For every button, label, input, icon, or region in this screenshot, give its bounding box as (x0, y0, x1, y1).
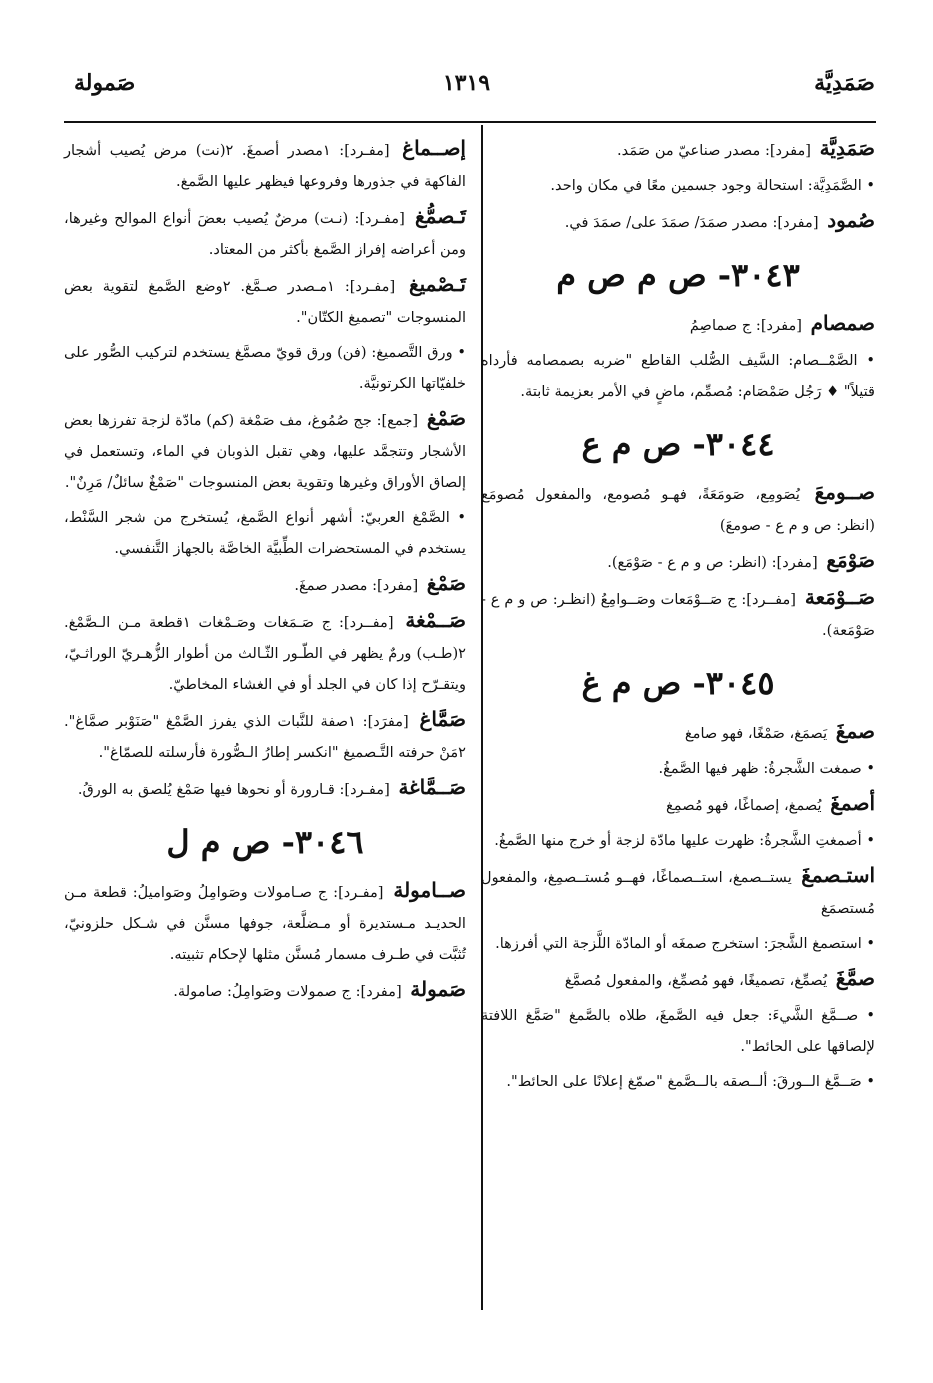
headword: صمَّغَ (835, 966, 875, 990)
definition-text: [مفـرد]: قـارورة أو نحوها فيها صَمْغ يُلصق به الورقُ. (77, 781, 390, 798)
headword: صمغَ (835, 719, 875, 743)
dictionary-entry (64, 605, 466, 700)
dictionary-entry (64, 974, 466, 1007)
definition-text: [مفرد]: مصدر صمَدَ/ صمَدَ على/ صمَدَ في. (564, 214, 819, 231)
dictionary-entry (481, 205, 875, 238)
dictionary-entry (64, 201, 466, 265)
definition-text: يستــصمغ، استــصماغًا، فهــو مُستــصمِغ، والمفعول مُستصمَغ (481, 869, 875, 917)
dictionary-entry (481, 716, 875, 749)
sub-entry: • استصمغ الشَّجرَ: استخرج صمغَه أو المادّة اللَّزجة التي أفرزها. (481, 928, 875, 959)
dictionary-entry (64, 772, 466, 805)
dictionary-entry (481, 860, 875, 924)
headword: استـصمغَ (801, 863, 876, 887)
page-number: ١٣١٩ (442, 70, 491, 96)
right-column (481, 133, 875, 1101)
dictionary-entry (481, 963, 875, 996)
definition-text: [مفـرد]: (نـت) مرضٌ يُصيب بعضَ أنواع الموالح وغيرها، ومن أعراضه إفراز الصَّمغ بأكثر من المعتاد. (64, 210, 466, 258)
headword: صَمْغ (426, 571, 466, 595)
headword: صَــمْغة (405, 608, 467, 632)
sub-entry: • صَــمَّغ الــورقَ: ألــصقه بالــصَّمغ "صمّغ إعلانًا على الحائط". (481, 1066, 875, 1097)
definition-text: [مفرد]: (انظر: ص و م ع - صَوْمَع). (607, 554, 818, 571)
sub-entry: • الصَّمَدِيَّة: استحالة وجود جسمين معًا في مكان واحد. (481, 170, 875, 201)
definition-text: يَصمَغ، صَمْغًا، فهو صامغ (684, 725, 828, 742)
headword: صَــمَّاغة (398, 775, 466, 799)
sub-entry: • صــمَّغ الشَّيءَ: جعل فيه الصَّمغَ، طلاه بالصَّمغ "صَمَّغ اللافتة لإلصاقها على الحائط". (481, 1000, 875, 1062)
dictionary-entry (481, 133, 875, 166)
definition-text: [مفـرد]: ١مـصدر صـمَّغ. ٢وضع الصَّمغ لتقوية بعض المنسوجات "تصميغ الكتّان". (64, 278, 466, 326)
dictionary-entry (481, 582, 875, 646)
sub-entry: • الصَّمْغ العربيّ: أشهر أنواع الصَّمغ، يُستخرج من شجر السَّنْط، يستخدم في المستحضرات الطِّبيَّة الخاصَّة بالجهاز التَّنفسي. (64, 502, 466, 564)
definition-text: [مفـرد]: ج صـامولات وصَوامِلُ وصَواميلُ: قطعة مـن الحديـد مـستديرة أو مـضلَّعة، جوفها مسنَّن في شـكل حلزونيّ، تُثبَّت في طـرف مسمار مُسنَّن مثلها لإحكام تثبيته. (64, 884, 466, 963)
root-heading: ٣٠٤٣- ص م ص م (556, 256, 800, 294)
definition-text: يُصمغ، إصماغًا، فهو مُصمِغ (666, 797, 822, 814)
definition-text: [مفرد]: ج صمولات وصَوامِلُ: صامولة. (173, 983, 402, 1000)
sub-entry: • أصمغتِ الشَّجرةُ: ظهرت عليها مادّة لزجة أو خرج منها الصَّمغُ. (481, 825, 875, 856)
definition-text: [مفرد]: مصدر صمغَ. (294, 577, 419, 594)
dictionary-entry (481, 308, 875, 341)
dictionary-entry (64, 704, 466, 768)
headword: أصمغَ (830, 791, 875, 815)
definition-text: [جمع]: جج صُمُوغ، مف صَمْغة (كم) مادّة لزجة تفرزها بعض الأشجار وتتجمَّد عليها، وهي تقبل الذوبان في الماء، وتستعمل في إلصاق الأوراق وغيرها وتقوية بعض المنسوجات "صَمْغٌ سائلٌ/ مَرِنٌ". (64, 412, 466, 491)
headword: صَمْغ (426, 406, 467, 430)
definition-text: [مفــرد]: ج صَــوْمَعات وصَــوامِعُ (انظـر: ص و م ع - صَوْمَعة). (481, 591, 875, 639)
definition-text: [مفرد]: ج صماصِمُ (689, 317, 802, 334)
dictionary-entry (481, 477, 875, 541)
dictionary-entry (64, 133, 466, 197)
headword: صمصام (810, 311, 875, 335)
sub-entry: • صمغت الشَّجرةُ: ظهر فيها الصَّمغُ. (481, 753, 875, 784)
dictionary-entry (64, 875, 466, 970)
definition-text: يُصمِّغ، تصميغًا، فهو مُصمِّغ، والمفعول مُصمَّغ (564, 972, 828, 989)
root-heading: ٣٠٤٤- ص م ع (581, 425, 775, 463)
headword: صــامولة (393, 878, 467, 902)
root-heading: ٣٠٤٥- ص م غ (581, 664, 775, 702)
headword: صــومعَ (814, 480, 876, 504)
definition-text: [مفرد]: مصدر صناعيّ من صَمَد. (617, 142, 812, 159)
headword: صَوْمَع (826, 548, 875, 572)
header-guide-word-left: صَمولة (74, 70, 136, 96)
header-guide-word-right: صَمَدِيَّة (814, 70, 875, 96)
sub-entry: • ورق التَّصميغ: (فن) ورق قويّ مصمَّغ يستخدم لتركيب الصُّور على خلفيّاتها الكرتونيَّة. (64, 337, 466, 399)
headword: صَمولة (410, 977, 466, 1001)
headword: إصــماغ (402, 136, 466, 160)
definition-text: [مفرَد]: ١صفة للنَّبات الذي يفرز الصَّمْغ "صَنَوْبر صمَّاغ". ٢مَنْ حرفته التَّـصميغ "انكسر إطارُ الـصُّورة فأرسلته للصمّاغ". (64, 713, 466, 761)
dictionary-entry (64, 269, 466, 333)
headword: صَمَّاغ (419, 707, 467, 731)
left-column (64, 133, 466, 1011)
definition-text: [مفــرد]: ج صَـمَغات وصَـمْغات ١قطعة مـن الـصَّمْغ. ٢(طـب) ورمٌ يظهر في الطّـور الثّـالث من أطوار الزُّهـريّ الوراثـيّ، ويتقـرّح إذا كان في الجلد أو في الغشاء المخاطيّ. (64, 614, 466, 693)
headword: صَــوْمَعة (804, 585, 875, 609)
dictionary-entry (481, 545, 875, 578)
headword: صُمود (827, 208, 875, 232)
root-heading: ٣٠٤٦- ص م ل (166, 823, 364, 861)
sub-entry: • الصَّمْــصام: السَّيف الصُّلب القاطع "ضربه بصمصامه فأرداه قتيلاً" ♦ رَجُل صَمْصَام: مُصمِّم، ماضٍ في الأمر بعزيمة ثابتة. (481, 345, 875, 407)
dictionary-entry (64, 568, 466, 601)
dictionary-entry (64, 403, 466, 498)
headword: صَمَدِيَّة (819, 136, 875, 160)
headword: تَـصْميغ (408, 272, 466, 296)
header-rule (64, 121, 876, 123)
dictionary-entry (481, 788, 875, 821)
definition-text: [مفـرد]: ١مصدر أصمغَ. ٢(نت) مرض يُصيب أشجار الفاكهة في جذورها وفروعها فيظهر عليها الصَّمغ. (64, 142, 466, 190)
headword: تَـصمُّغ (415, 204, 467, 228)
definition-text: يُصَومِع، صَومَعَةً، فهـو مُصومع، والمفعول مُصومَع (انظر: ص و م ع - صومعَ) (481, 486, 875, 534)
